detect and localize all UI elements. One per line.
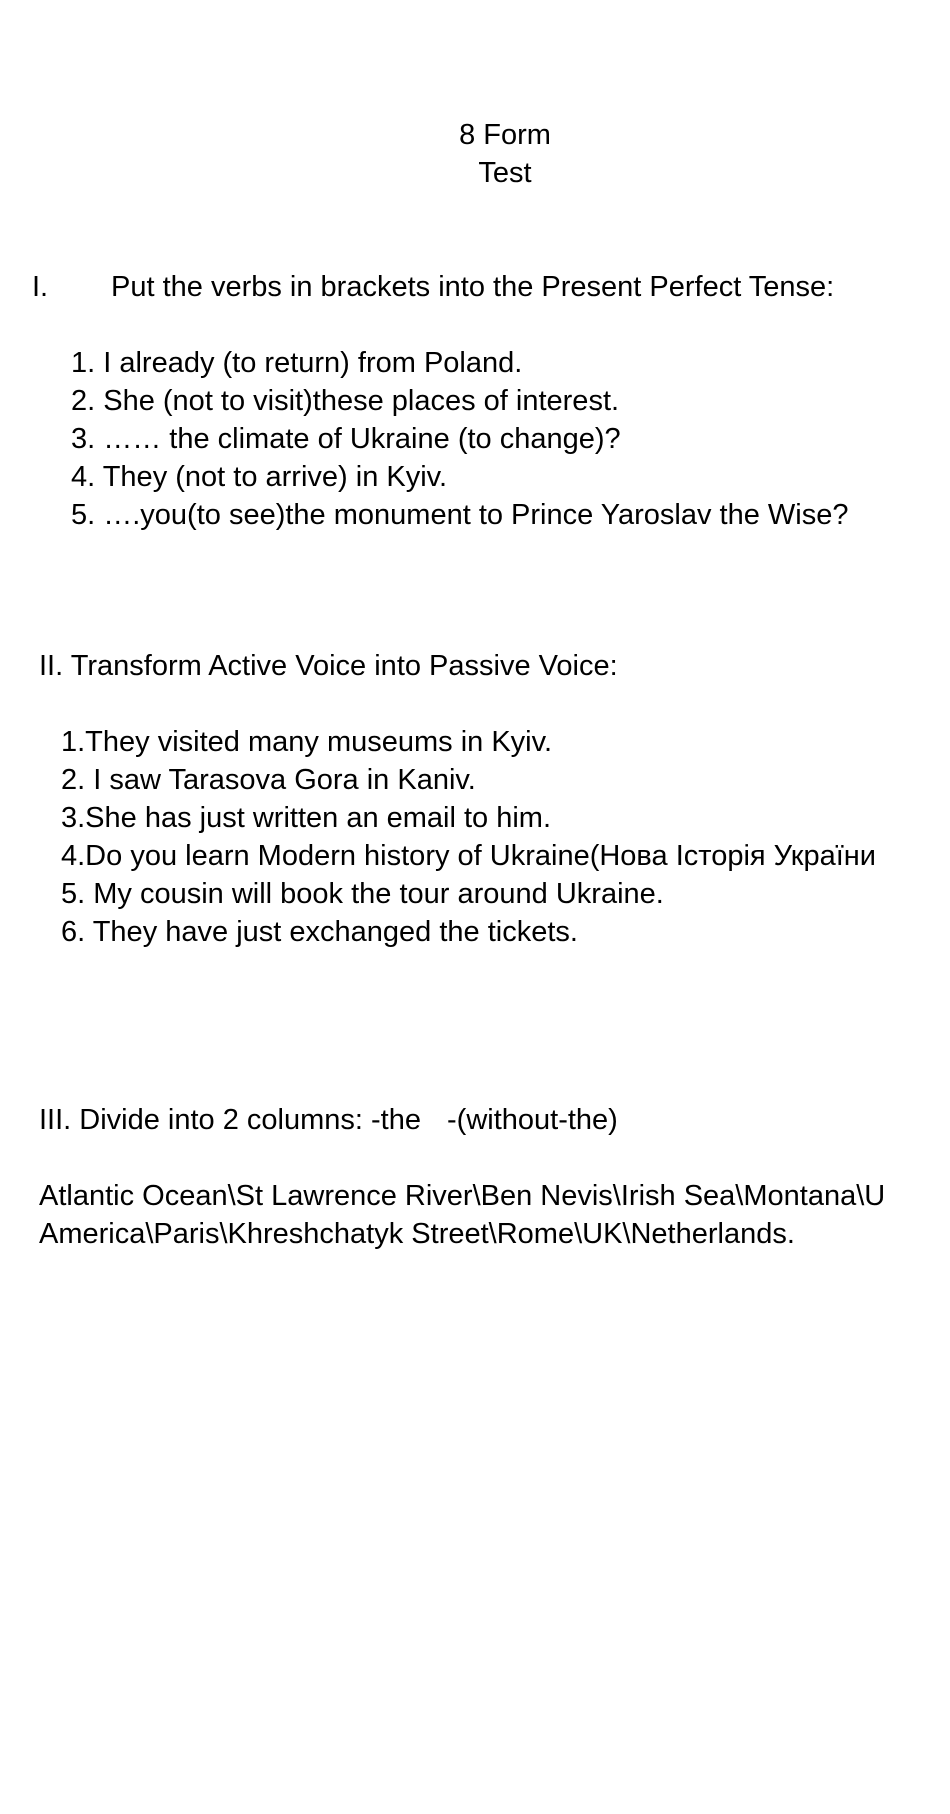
list-item: 6. They have just exchanged the tickets. <box>61 916 578 948</box>
section-2-heading: II. Transform Active Voice into Passive Voice: <box>39 650 618 682</box>
list-item: 3.She has just written an email to him. <box>61 802 552 834</box>
section-2-list <box>61 723 876 951</box>
section-1-heading: Put the verbs in brackets into the Present Perfect Tense: <box>111 271 835 303</box>
section-3-heading <box>39 1101 618 1139</box>
word-list-line-1: Atlantic Ocean\St Lawrence River\Ben Nevis\Irish Sea\Montana\U <box>39 1180 886 1212</box>
form-label: 8 Form <box>459 119 551 151</box>
section-1-list <box>71 344 848 534</box>
list-item: 3. …… the climate of Ukraine (to change)? <box>71 423 621 455</box>
list-item: 2. She (not to visit)these places of interest. <box>71 385 620 417</box>
list-item: 4. They (not to arrive) in Kyiv. <box>71 461 448 493</box>
list-item: 5. ….you(to see)the monument to Prince Yaroslav the Wise? <box>71 499 849 531</box>
list-item: 1.They visited many museums in Kyiv. <box>61 726 553 758</box>
list-item: 5. My cousin will book the tour around Ukraine. <box>61 878 664 910</box>
section-3-word-list <box>39 1177 885 1253</box>
section-3-heading-part-2: -(without-the) <box>447 1104 618 1136</box>
list-item: 4.Do you learn Modern history of Ukraine(Нова Історія України <box>61 840 877 872</box>
document-title <box>455 116 555 192</box>
section-1-marker: I. <box>32 271 49 303</box>
word-list-line-2: America\Paris\Khreshchatyk Street\Rome\UK\Netherlands. <box>39 1218 795 1250</box>
list-item: 1. I already (to return) from Poland. <box>71 347 523 379</box>
list-item: 2. I saw Tarasova Gora in Kaniv. <box>61 764 476 796</box>
test-label: Test <box>478 157 532 189</box>
section-3-heading-part-1: III. Divide into 2 columns: -the <box>39 1104 421 1136</box>
